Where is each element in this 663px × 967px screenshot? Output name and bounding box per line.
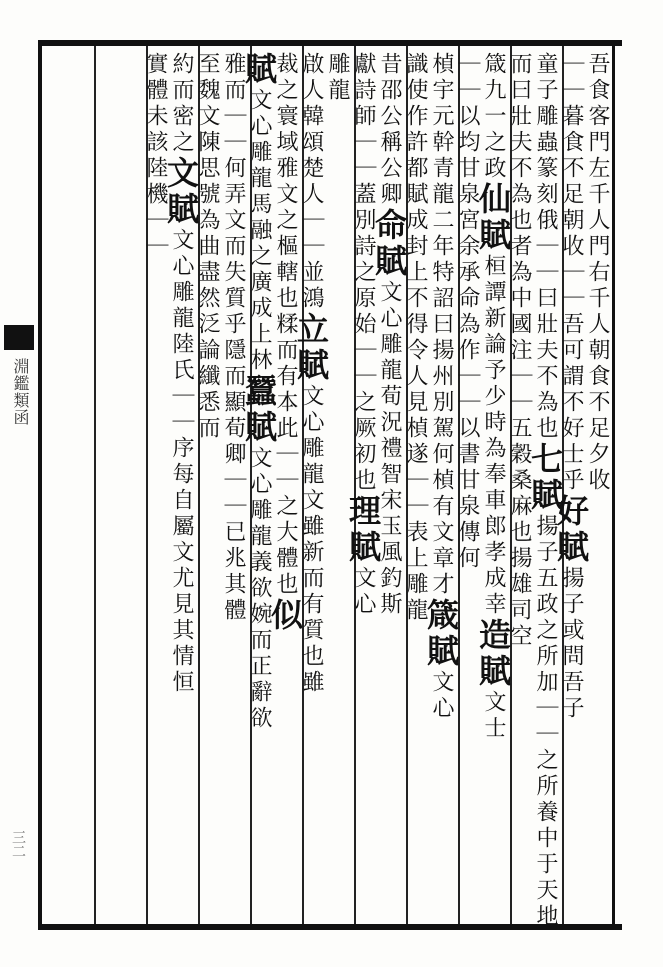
text-segment: 昔邵公稱公卿: [377, 52, 402, 208]
text-column: [454, 52, 480, 922]
text-segment: 仙: [474, 182, 512, 218]
text-segment: 賦: [240, 52, 278, 88]
text-segment: 賦: [526, 478, 564, 514]
text-segment: 蓋別詩之原始｜｜之厥初也: [351, 182, 376, 494]
text-segment: 好: [552, 494, 590, 530]
text-segment: 七: [526, 442, 564, 478]
text-segment: 獻詩師｜｜: [351, 52, 376, 182]
text-segment: 造: [474, 618, 512, 654]
text-segment: 文心: [429, 670, 454, 722]
text-column: [142, 52, 168, 922]
text-segment: 者為中國注｜｜五穀桑麻也揚雄司空: [507, 234, 532, 650]
text-segment: 吾食客門左千人門右千人朝食不足夕收: [585, 52, 610, 494]
text-segment: 賦: [292, 348, 330, 384]
text-segment: 雕龍: [403, 572, 428, 624]
frame-left-rule: [38, 40, 42, 930]
text-segment: 蠶: [240, 374, 278, 410]
text-segment: 似: [266, 598, 304, 634]
text-segment: 而曰壯夫不為也: [507, 52, 532, 234]
text-segment: 號為曲盡然泛論纖悉而: [195, 182, 220, 442]
text-column: [292, 52, 330, 922]
text-segment: 文心雕龍文雖新而有質也雖: [299, 384, 324, 696]
text-segment: 立: [292, 312, 330, 348]
text-segment: 雅而｜｜何弄文而失質乎: [221, 52, 246, 338]
text-column: [266, 52, 304, 922]
text-segment: 至魏文陳思: [195, 52, 220, 182]
text-segment: 賦: [344, 530, 382, 566]
text-segment: 文心雕龍馬融之廣成上林: [247, 88, 272, 374]
text-segment: 賦: [552, 530, 590, 566]
text-column: [344, 52, 382, 922]
text-column: [162, 52, 200, 922]
text-segment: 雕龍: [325, 52, 350, 104]
text-segment: 識使作許都賦成封上不得令人見楨遂｜｜表上: [403, 52, 428, 572]
text-segment: ｜｜以均: [455, 52, 480, 156]
left-margin: [0, 40, 38, 930]
text-segment: 斯: [377, 592, 402, 618]
text-segment: 賦: [240, 410, 278, 446]
text-segment: 實體未該陸機｜｜: [143, 52, 168, 260]
text-segment: 童子雕蟲篆刻俄: [533, 52, 558, 234]
text-column: [324, 52, 350, 922]
text-column: [402, 52, 428, 922]
text-segment: 甘泉宮余承命為作｜｜以書甘泉: [455, 156, 480, 520]
text-segment: 箴: [422, 598, 460, 634]
text-column: [422, 52, 460, 922]
text-segment: 賦: [162, 192, 200, 228]
text-column: [240, 52, 278, 922]
text-segment: 賦: [474, 218, 512, 254]
text-segment: 命: [370, 208, 408, 244]
text-segment: 文士: [481, 690, 506, 742]
text-column: [220, 52, 246, 922]
text-segment: ｜｜: [533, 234, 558, 286]
text-segment: 曰壯夫不為也: [533, 286, 558, 442]
text-segment: 文心雕龍荀況禮智宋玉風釣: [377, 280, 402, 592]
text-segment: 理: [344, 494, 382, 530]
text-segment: 賦: [474, 654, 512, 690]
text-segment: 揚子或問吾子: [559, 566, 584, 722]
text-segment: 約而密之: [169, 52, 194, 156]
frame-right-rule: [612, 40, 615, 930]
text-segment: 文心: [351, 566, 376, 618]
text-segment: 裁之寰域雅文之樞轄也: [273, 52, 298, 312]
column-rule: [94, 46, 96, 924]
text-segment: 啟人韓頌楚人｜｜並鴻: [299, 52, 324, 312]
text-segment: 文心雕龍陸氏｜｜序每自屬文尤見其情恒: [169, 228, 194, 696]
text-segment: 揚子五政之所加｜｜之所養中于天地: [533, 514, 558, 930]
text-segment: 楨宇元幹青龍二年特詔曰揚州別駕何楨有文章才: [429, 52, 454, 598]
text-segment: ｜｜暮食不足朝收｜｜吾可謂不好士乎: [559, 52, 584, 494]
margin-leaf-mark: 三二: [10, 830, 26, 858]
text-segment: 糅而有本此｜｜之大體也: [273, 312, 298, 598]
text-column: [584, 52, 610, 922]
text-column: [474, 52, 512, 922]
text-segment: 文心雕龍義欲婉而正辭欲: [247, 446, 272, 732]
text-segment: 隱而顯荀卿｜｜已兆其體: [221, 338, 246, 624]
text-segment: 傳何: [455, 520, 480, 572]
text-segment: 桓譚新論予少時為奉車郎孝成幸: [481, 254, 506, 618]
text-column: [526, 52, 564, 930]
text-segment: 賦: [422, 634, 460, 670]
text-segment: 文: [162, 156, 200, 192]
text-segment: 賦: [370, 244, 408, 280]
text-column: [370, 52, 408, 922]
text-segment: 箴九一之政: [481, 52, 506, 182]
margin-side-label: 淵鑑類函: [11, 358, 30, 426]
margin-ink-block: [4, 325, 34, 350]
